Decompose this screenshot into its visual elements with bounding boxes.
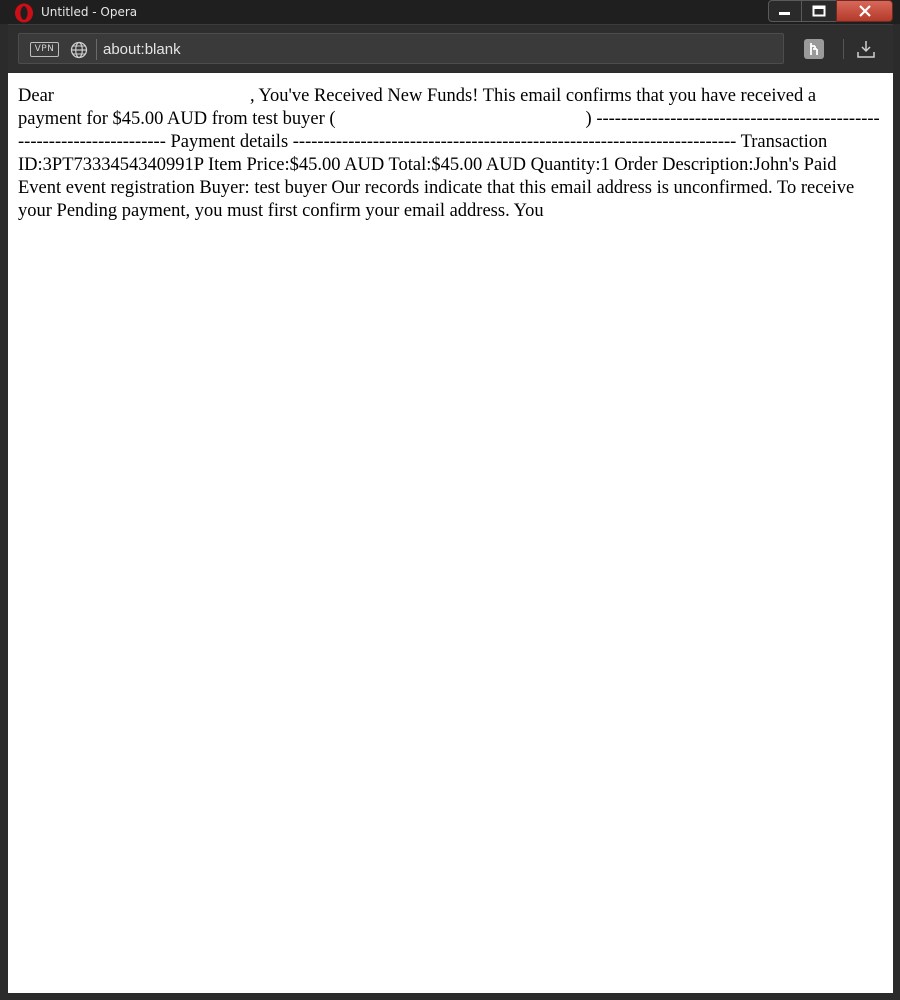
url-input[interactable] xyxy=(103,38,763,60)
opera-logo-icon xyxy=(14,3,34,23)
email-text-part1: , You've Received New Funds! This email confirms that you have received a payment for $45.00 AUD from test buyer ( xyxy=(18,86,817,129)
extension-glyph-icon xyxy=(807,42,821,56)
extension-icon[interactable] xyxy=(804,39,824,59)
globe-icon[interactable] xyxy=(70,41,88,59)
vpn-badge[interactable]: VPN xyxy=(30,42,59,57)
address-divider xyxy=(96,39,97,60)
close-icon xyxy=(857,4,873,18)
page-viewport xyxy=(8,73,893,993)
title-bar xyxy=(0,0,900,24)
maximize-button[interactable] xyxy=(801,0,837,22)
minimize-icon xyxy=(778,6,792,16)
browser-toolbar xyxy=(8,24,893,72)
minimize-button[interactable] xyxy=(768,0,802,22)
email-body xyxy=(18,85,884,223)
window-title: Untitled - Opera xyxy=(41,5,138,19)
toolbar-divider xyxy=(843,39,844,59)
greeting: Dear xyxy=(18,86,54,106)
close-button[interactable] xyxy=(836,0,893,22)
address-bar[interactable] xyxy=(18,33,784,64)
email-text-part2: ) ---------------------------------------------------------------------- Payment details ------------------------------------------------------------------------ Transaction ID:3PT7333454340991P Item Price:$45.00 AUD Total:$45.00 AUD Quantity:1 Order Description:John's Paid Event event registration Buyer: test buyer Our records indicate that this email address is unconfirmed. To receive your Pending payment, you must first confirm your email address. You xyxy=(18,109,880,221)
download-icon[interactable] xyxy=(856,39,876,59)
maximize-icon xyxy=(812,5,826,17)
